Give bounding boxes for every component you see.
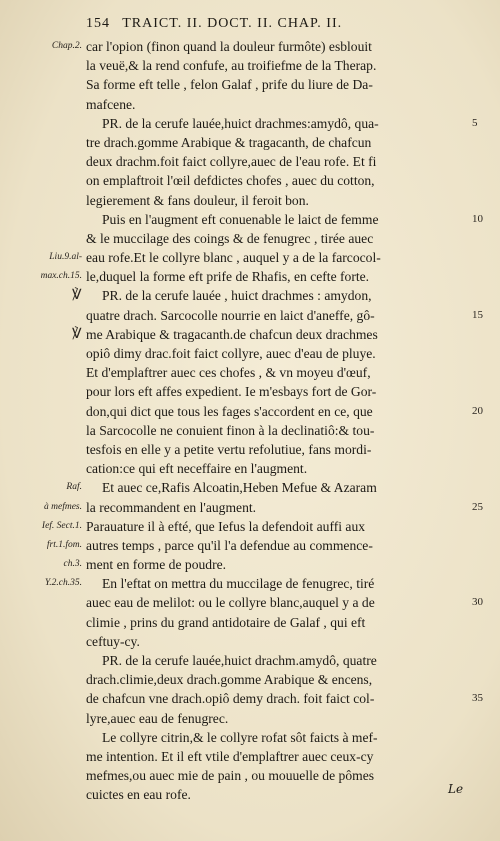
line-text: me Arabique & tragacanth.de chafcun deux drachmes — [86, 326, 378, 342]
line-text: mafcene. — [86, 96, 136, 112]
text-line — [86, 75, 466, 94]
margin-note: ch.3. — [63, 559, 82, 570]
text-line — [86, 191, 466, 210]
line-text: PR. de la cerufe lauée,huict drachm.amydô, quatre — [102, 653, 377, 668]
line-text: car l'opion (finon quand la douleur furmôte) esblouit — [86, 39, 372, 54]
line-text: deux drachm.foit faict collyre,auec de l'eau rofe. Et fi — [86, 154, 377, 170]
text-line — [86, 670, 466, 689]
text-line — [41, 517, 466, 536]
line-text: cation:ce qui eft neceffaire en l'augment. — [86, 461, 308, 477]
line-text: climie , prins du grand antidotaire de Galaf , qui eft — [86, 614, 366, 630]
text-line — [86, 306, 483, 325]
text-line — [86, 728, 466, 747]
text-block — [40, 37, 483, 805]
margin-note: max.ch.15. — [40, 271, 82, 282]
line-text: ment en forme de poudre. — [86, 557, 227, 573]
line-text: don,qui dict que tous les fages s'accordent en ce, que — [86, 403, 373, 419]
versicle-mark-icon: ℣ — [72, 288, 82, 304]
text-line — [86, 632, 466, 651]
text-line — [86, 440, 466, 459]
line-text: opiô dimy drac.foit faict collyre, auec d'eau de pluye. — [86, 346, 376, 361]
text-line — [40, 267, 466, 286]
line-number: 35 — [472, 692, 483, 705]
line-text: Puis en l'augment eft conuenable le laict de femme — [102, 211, 379, 227]
line-text: Et auec ce,Rafis Alcoatin,Heben Mefue & Azaram — [102, 480, 377, 496]
line-text: drach.climie,deux drach.gomme Arabique & encens, — [86, 672, 373, 688]
text-line — [86, 593, 483, 612]
line-text: Parauature il à efté, que Iefus la defendoit auffi aux — [86, 518, 366, 534]
running-header — [86, 16, 470, 32]
margin-note: Chap.2. — [51, 41, 82, 51]
text-line — [86, 363, 466, 382]
line-text: mefmes,ou auec mie de pain , ou mouuelle de pômes — [86, 768, 375, 784]
text-line — [86, 613, 466, 632]
line-text: la recommandent en l'augment. — [86, 499, 257, 515]
text-line — [86, 689, 483, 708]
text-line — [86, 382, 466, 401]
text-line — [86, 747, 466, 766]
text-line — [72, 325, 466, 344]
line-number: 30 — [472, 596, 483, 609]
line-text: legierement & fans douleur, il feroit bon. — [86, 192, 309, 208]
line-text: tre drach.gomme Arabique & tragacanth, de chafcun — [86, 134, 372, 150]
line-text: Et d'emplaftrer auec ces chofes , & vn moyeu d'œuf, — [86, 365, 371, 381]
text-line — [49, 248, 466, 267]
line-text: ceftuy-cy. — [86, 633, 140, 649]
text-line — [86, 171, 466, 190]
line-text: le,duquel la forme eft prife de Rhafis, en cefte forte. — [86, 269, 370, 285]
text-line — [72, 286, 466, 305]
text-line — [44, 498, 483, 517]
catchword: Le — [448, 782, 464, 796]
text-line — [86, 459, 466, 478]
margin-note: Y.2.ch.35. — [44, 578, 82, 589]
line-text: me intention. Et il eft vtile d'emplaftrer auec ceux-cy — [86, 748, 374, 764]
line-text: PR. de la cerufe lauée,huict drachmes:amydô, qua- — [102, 115, 379, 131]
margin-note: frt.1.fom. — [46, 539, 82, 550]
line-text: la Sarcocolle ne conuient finon à la declinatiô:& tou- — [86, 422, 375, 438]
text-line — [46, 536, 466, 555]
text-line — [86, 210, 483, 229]
text-line — [86, 56, 466, 75]
line-text: pour lors eft affes expedient. Ie m'esbays fort de Gor- — [86, 384, 377, 400]
line-text: tesfois en elle y a petite vertu refolutiue, fans mordi- — [86, 441, 372, 457]
line-number: 15 — [472, 308, 483, 321]
text-line — [86, 785, 466, 804]
line-text: Le collyre citrin,& le collyre rofat sôt faicts à mef- — [102, 729, 378, 745]
running-title: TRAICT. II. DOCT. II. CHAP. II. — [122, 16, 343, 31]
text-line — [86, 402, 483, 421]
text-line — [86, 152, 466, 171]
line-number: 5 — [472, 116, 478, 129]
versicle-mark-icon: ℣ — [72, 326, 82, 342]
text-line — [86, 114, 478, 133]
text-line — [86, 344, 466, 363]
line-text: & le muccilage des coings & de fenugrec , tirée auec — [86, 230, 374, 246]
line-text: autres temps , parce qu'il l'a defendue au commence- — [86, 537, 373, 553]
margin-note: Raf. — [66, 482, 82, 493]
line-text: auec eau de melilot: ou le collyre blanc,auquel y a de — [86, 595, 375, 611]
line-number: 10 — [472, 212, 483, 225]
text-line — [86, 229, 466, 248]
margin-note: à mefmes. — [44, 501, 82, 512]
text-line — [86, 709, 466, 728]
text-line — [66, 478, 466, 497]
text-line — [86, 651, 466, 670]
text-line — [86, 95, 466, 114]
line-text: de chafcun vne drach.opiô demy drach. foit faict col- — [86, 691, 375, 707]
line-text: eau rofe.Et le collyre blanc , auquel y a de la farcocol- — [86, 250, 381, 266]
text-line — [51, 37, 466, 56]
text-line — [86, 421, 466, 440]
line-text: cuictes en eau rofe. — [86, 787, 191, 803]
line-number: 20 — [472, 404, 483, 417]
margin-note: Liu.9.al- — [49, 252, 82, 263]
text-line — [86, 133, 466, 152]
text-line — [44, 574, 466, 593]
line-text: la veuë,& la rend confufe, au troifiefme de la Therap. — [86, 58, 377, 74]
text-line — [63, 555, 466, 574]
line-text: En l'eftat on mettra du muccilage de fenugrec, tiré — [102, 576, 375, 592]
line-text: quatre drach. Sarcocolle nourrie en laict d'aneffe, gô- — [86, 307, 375, 323]
line-text: Sa forme eft telle , felon Galaf , prife du liure de Da- — [86, 77, 373, 93]
line-text: PR. de la cerufe lauée , huict drachmes : amydon, — [102, 288, 372, 304]
margin-note: Ief. Sect.1. — [41, 520, 82, 531]
page-number: 154 — [86, 16, 110, 31]
line-number: 25 — [472, 500, 483, 513]
text-line — [86, 766, 466, 785]
line-text: on emplaftroit l'œil defdictes chofes , auec du cotton, — [86, 173, 375, 189]
line-text: lyre,auec eau de fenugrec. — [86, 710, 229, 726]
